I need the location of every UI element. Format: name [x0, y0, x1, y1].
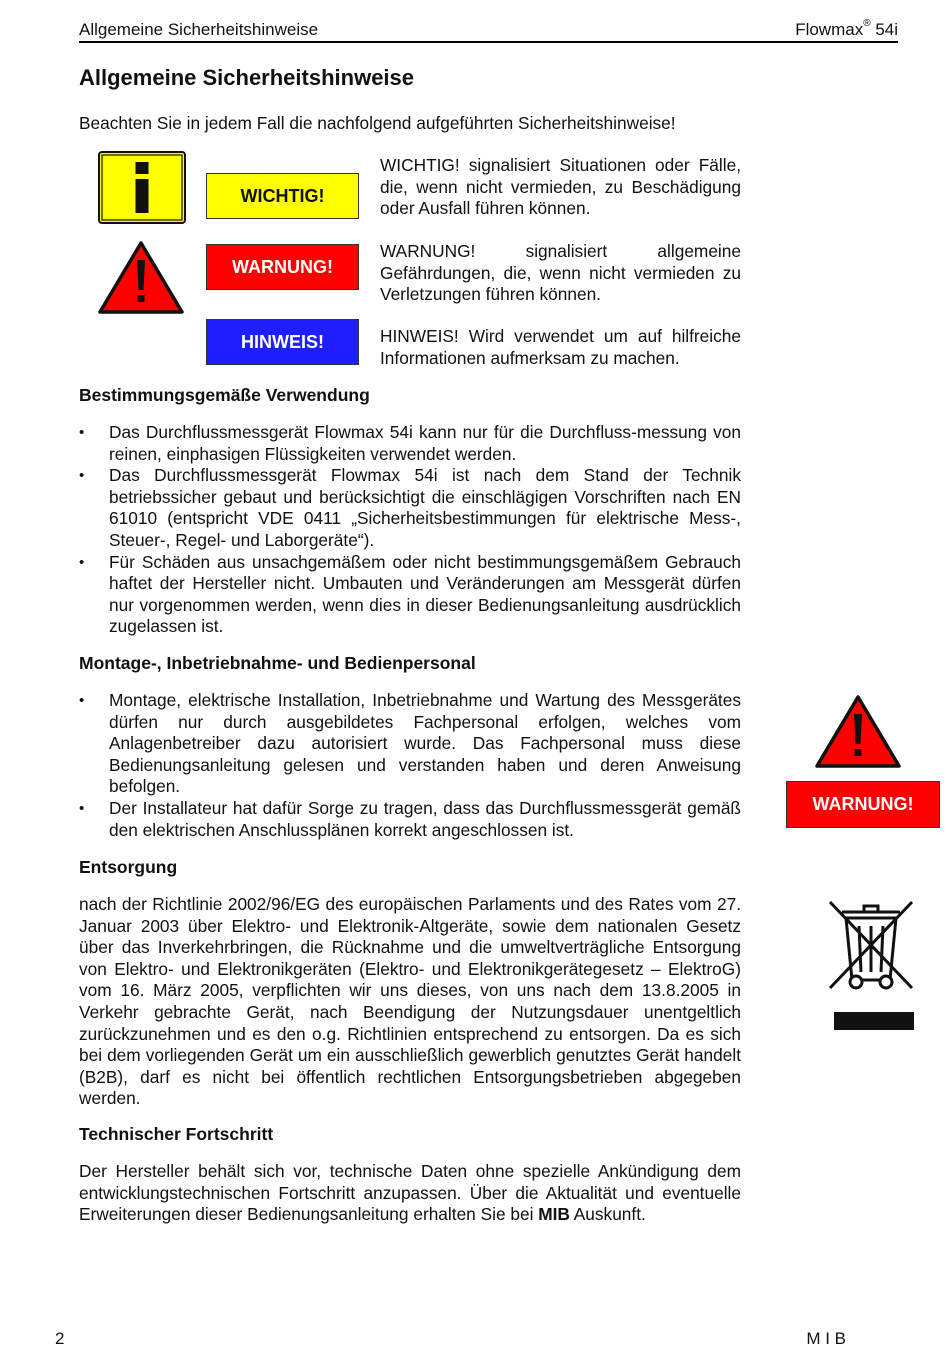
page-number: 2	[55, 1329, 65, 1348]
section-heading-disposal: Entsorgung	[79, 857, 178, 877]
label-warnung-side: WARNUNG!	[786, 781, 940, 828]
page-title: Allgemeine Sicherheitshinweise	[79, 65, 415, 90]
header-rule	[79, 41, 898, 43]
header-product	[795, 20, 898, 40]
section-heading-progress: Technischer Fortschritt	[79, 1124, 274, 1144]
registered-mark: ®	[863, 18, 871, 29]
weee-bin-icon	[826, 898, 916, 1032]
header-product-model: 54i	[875, 20, 898, 39]
list-item: • Montage, elektrische Installation, Inbetriebnahme und Wartung des Messgerätes dürfen nur durch ausgebildetes Fachpersonal erfolgen, welches vom Anlagenbetreiber dazu autorisiert wurde. Das Fachpersonal muss diese Bedienungsanleitung gelesen und verstanden haben und deren Anweisung befolgen.	[79, 690, 741, 798]
list-item: • Das Durchflussmessgerät Flowmax 54i ist nach dem Stand der Technik betriebssicher gebaut und berücksichtigt die einschlägigen Vorschriften nach EN 61010 (entspricht VDE 0411 „Sicherheitsbestimmungen für elektrische Mess-, Steuer-, Regel- und Laborgeräte“).	[79, 465, 741, 551]
signal-text-wichtig: WICHTIG! signalisiert Situationen oder Fälle, die, wenn nicht vermieden, zu Beschädigung oder Ausfall führen können.	[380, 155, 741, 219]
progress-text	[79, 1161, 741, 1226]
section-heading-usage: Bestimmungsgemäße Verwendung	[79, 385, 370, 405]
footer-company: M I B	[806, 1329, 846, 1348]
signal-text-hinweis: HINWEIS! Wird verwendet um auf hilfreiche Informationen aufmerksam zu machen.	[380, 326, 741, 368]
progress-text-end: Auskunft.	[569, 1204, 646, 1225]
header-product-name: Flowmax	[795, 20, 864, 39]
warning-triangle-icon	[97, 240, 185, 316]
usage-list	[79, 422, 741, 638]
warning-triangle-icon	[814, 694, 902, 770]
label-wichtig: WICHTIG!	[206, 173, 359, 219]
label-hinweis: HINWEIS!	[206, 319, 359, 365]
header-title: Allgemeine Sicherheitshinweise	[79, 20, 319, 39]
progress-text-company: MIB	[538, 1204, 570, 1225]
intro-text: Beachten Sie in jedem Fall die nachfolgend aufgeführten Sicherheitshinweise!	[79, 113, 676, 133]
list-item: • Der Installateur hat dafür Sorge zu tragen, dass das Durchflussmessgerät gemäß den elektrischen Anschlussplänen korrekt angeschlossen ist.	[79, 798, 741, 841]
section-heading-personnel: Montage-, Inbetriebnahme- und Bedienpersonal	[79, 653, 476, 673]
label-warnung: WARNUNG!	[206, 244, 359, 290]
info-icon	[98, 151, 186, 224]
list-item: • Das Durchflussmessgerät Flowmax 54i kann nur für die Durchfluss-messung von reinen, einphasigen Flüssigkeiten verwendet werden.	[79, 422, 741, 465]
signal-text-warnung: WARNUNG! signalisiert allgemeine Gefährdungen, die, wenn nicht vermieden zu Verletzungen führen können.	[380, 241, 741, 305]
disposal-text: nach der Richtlinie 2002/96/EG des europäischen Parlaments und des Rates vom 27. Januar 2003 über Elektro- und Elektronik-Altgeräte, sowie dem nationalen Gesetz über das Inverkehrbringen, die Rücknahme und die umweltverträgliche Entsorgung von Elektro- und Elektronikgeräten (Elektro- und Elektronikgerätegesetz – ElektroG) vom 16. März 2005, verpflichten wir uns dieses, von uns nach dem 13.8.2005 in Verkehr gebrachte Gerät, nach Beendigung der Nutzungsdauer unentgeltlich zurückzunehmen und es den o.g. Richtlinien entsprechend zu entsorgen. Da es sich bei dem vorliegenden Gerät um ein ausschließlich gewerblich genutztes Gerät handelt (B2B), darf es nicht bei öffentlich rechtlichen Entsorgungsbetrieben abgegeben werden.	[79, 894, 741, 1109]
progress-text-main: Der Hersteller behält sich vor, technische Daten ohne spezielle Ankündigung dem entwicklungstechnischen Fortschritt anzupassen. Über die Aktualität und eventuelle Erweiterungen dieser Bedienungsanleitung erhalten Sie bei	[79, 1161, 741, 1225]
list-item: • Für Schäden aus unsachgemäßem oder nicht bestimmungsgemäßem Gebrauch haftet der Hersteller nicht. Umbauten und Veränderungen am Messgerät dürfen nur vorgenommen werden, wenn dies in dieser Bedienungsanleitung ausdrücklich zugelassen ist.	[79, 552, 741, 638]
personnel-list	[79, 690, 741, 841]
